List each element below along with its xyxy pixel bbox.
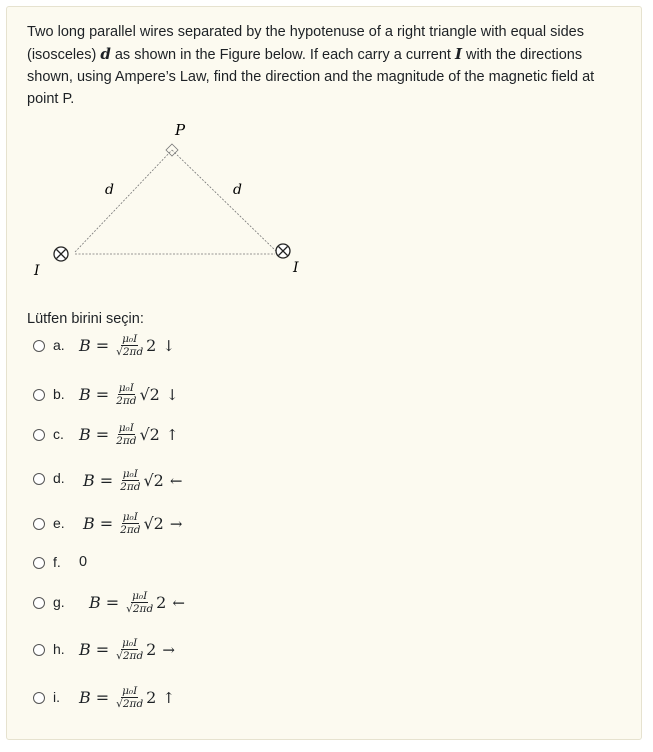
formula-equals: = bbox=[99, 514, 114, 533]
formula-B: B bbox=[83, 471, 95, 490]
direction-arrow-icon: ← bbox=[169, 471, 183, 490]
formula-B: B bbox=[89, 593, 101, 612]
formula-equals: = bbox=[95, 425, 110, 444]
current-into-page-icon-left bbox=[54, 247, 68, 261]
radio-button[interactable] bbox=[33, 473, 45, 485]
option-formula bbox=[79, 422, 178, 447]
formula-multiplier: 2 bbox=[146, 336, 157, 355]
formula-B: B bbox=[79, 336, 91, 355]
formula-fraction bbox=[116, 685, 143, 710]
answer-prompt: Lütfen birini seçin: bbox=[27, 311, 144, 327]
fraction-numerator: μ₀I bbox=[118, 382, 134, 394]
formula-fraction bbox=[120, 468, 140, 493]
radio-button[interactable] bbox=[33, 340, 45, 352]
option-letter: a. bbox=[53, 337, 65, 353]
formula-fraction bbox=[126, 590, 153, 615]
formula-B: B bbox=[79, 688, 91, 707]
formula-fraction bbox=[116, 637, 143, 662]
fraction-numerator: μ₀I bbox=[122, 511, 138, 523]
formula-multiplier: 2 bbox=[156, 593, 167, 612]
formula-fraction bbox=[116, 382, 136, 407]
radio-button[interactable] bbox=[33, 597, 45, 609]
direction-arrow-icon: ↓ bbox=[165, 385, 179, 404]
formula-multiplier: 2 bbox=[146, 640, 157, 659]
formula-B: B bbox=[79, 385, 91, 404]
option-formula bbox=[83, 511, 182, 536]
fraction-numerator: μ₀I bbox=[118, 422, 134, 434]
formula-B: B bbox=[79, 425, 91, 444]
radio-button[interactable] bbox=[33, 692, 45, 704]
question-card bbox=[6, 6, 642, 740]
fraction-numerator: μ₀I bbox=[132, 590, 148, 602]
fraction-denominator: 2πd bbox=[116, 435, 137, 447]
formula-B: B bbox=[79, 640, 91, 659]
formula-equals: = bbox=[95, 385, 110, 404]
fraction-numerator: μ₀I bbox=[122, 333, 138, 345]
fraction-denominator: √2πd bbox=[116, 346, 144, 358]
option-letter: g. bbox=[53, 594, 65, 610]
formula-fraction bbox=[116, 333, 143, 358]
formula-equals: = bbox=[95, 688, 110, 707]
current-into-page-icon-right bbox=[276, 244, 290, 258]
formula-fraction bbox=[120, 511, 140, 536]
formula-multiplier: 2 bbox=[146, 688, 157, 707]
formula-B: B bbox=[83, 514, 95, 533]
math-var-I: I bbox=[454, 45, 463, 63]
question-text-part1: Two long parallel wires separated by the hypotenuse of a right triangle with equal sides (isosceles) bbox=[27, 24, 584, 63]
fraction-numerator: μ₀I bbox=[122, 685, 138, 697]
direction-arrow-icon: → bbox=[162, 640, 175, 659]
fraction-denominator: √2πd bbox=[126, 603, 154, 615]
fraction-denominator: √2πd bbox=[116, 650, 144, 662]
option-formula bbox=[83, 468, 182, 493]
direction-arrow-icon: ↑ bbox=[162, 688, 175, 707]
formula-multiplier: √2 bbox=[139, 425, 160, 444]
radio-button[interactable] bbox=[33, 389, 45, 401]
formula-equals: = bbox=[95, 336, 110, 355]
direction-arrow-icon: ↑ bbox=[165, 425, 179, 444]
left-leg-line bbox=[75, 150, 172, 252]
fraction-denominator: 2πd bbox=[120, 524, 141, 536]
fraction-denominator: 2πd bbox=[116, 395, 137, 407]
option-formula bbox=[79, 382, 178, 407]
option-value-zero: 0 bbox=[79, 554, 88, 570]
direction-arrow-icon: → bbox=[169, 514, 183, 533]
question-text-part3: with the directions shown, using Ampere’s Law, find the direction and the magnitude of the magnetic field at point P. bbox=[27, 47, 595, 107]
direction-arrow-icon: ↓ bbox=[162, 336, 175, 355]
label-d-right: d bbox=[233, 182, 242, 198]
option-formula bbox=[79, 637, 175, 662]
formula-equals: = bbox=[95, 640, 110, 659]
fraction-denominator: √2πd bbox=[116, 698, 144, 710]
formula-multiplier: √2 bbox=[139, 385, 160, 404]
option-letter: h. bbox=[53, 641, 65, 657]
option-letter: e. bbox=[53, 515, 65, 531]
formula-multiplier: √2 bbox=[143, 514, 164, 533]
radio-button[interactable] bbox=[33, 644, 45, 656]
question-text bbox=[27, 21, 623, 110]
formula-equals: = bbox=[105, 593, 120, 612]
direction-arrow-icon: ← bbox=[172, 593, 185, 612]
fraction-numerator: μ₀I bbox=[122, 468, 138, 480]
option-letter: f. bbox=[53, 554, 61, 570]
fraction-denominator: 2πd bbox=[120, 481, 141, 493]
radio-button[interactable] bbox=[33, 557, 45, 569]
question-text-part2: as shown in the Figure below. If each carry a current bbox=[114, 47, 451, 63]
right-leg-line bbox=[172, 150, 277, 252]
math-var-d: d bbox=[100, 45, 111, 63]
formula-fraction bbox=[116, 422, 136, 447]
radio-button[interactable] bbox=[33, 429, 45, 441]
label-I-right: I bbox=[293, 260, 299, 276]
fraction-numerator: μ₀I bbox=[122, 637, 138, 649]
option-letter: c. bbox=[53, 426, 64, 442]
radio-button[interactable] bbox=[33, 518, 45, 530]
formula-equals: = bbox=[99, 471, 114, 490]
formula-multiplier: √2 bbox=[143, 471, 164, 490]
label-P: P bbox=[175, 121, 186, 139]
option-formula bbox=[79, 333, 175, 358]
label-I-left: I bbox=[34, 263, 40, 279]
option-letter: b. bbox=[53, 386, 65, 402]
option-letter: i. bbox=[53, 689, 60, 705]
option-formula bbox=[79, 685, 175, 710]
option-formula bbox=[89, 590, 185, 615]
triangle-figure bbox=[27, 117, 327, 287]
option-letter: d. bbox=[53, 470, 65, 486]
label-d-left: d bbox=[105, 182, 114, 198]
